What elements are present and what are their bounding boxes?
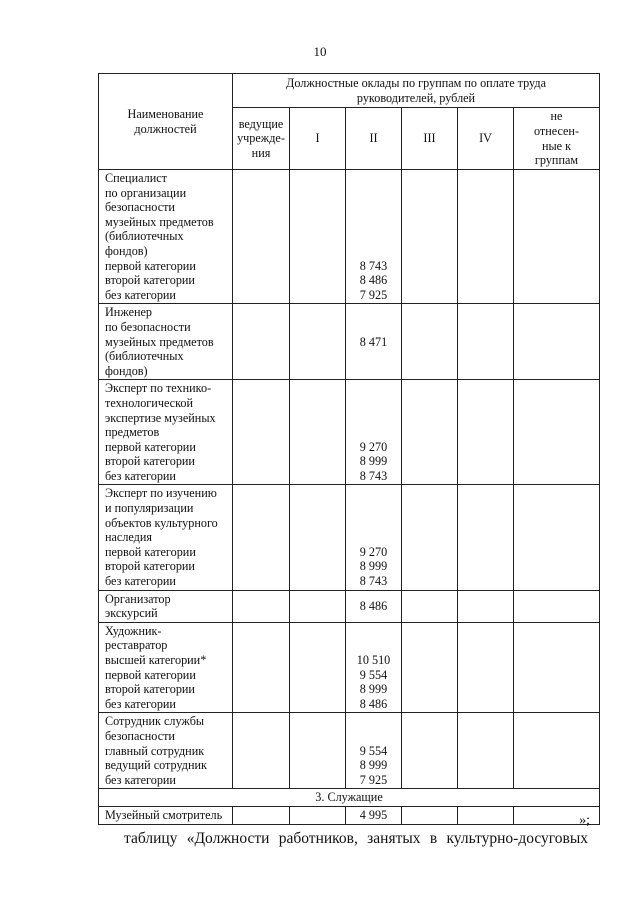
header-col-group-3: III bbox=[402, 108, 458, 170]
position-name-cell: Эксперт по изучению и популяризации объектов культурного наследия первой категории второй категории без категории bbox=[99, 485, 233, 590]
salary-value-cell: 8 743 8 486 7 925 bbox=[346, 170, 402, 304]
position-name-cell: Музейный смотритель bbox=[99, 806, 233, 824]
position-name-cell: Инженер по безопасности музейных предметов (библиотечных фондов) bbox=[99, 304, 233, 380]
salary-value-cell: 8 486 bbox=[346, 590, 402, 622]
closing-quote: »; bbox=[579, 813, 590, 828]
section-row bbox=[99, 789, 600, 807]
section-heading: 3. Служащие bbox=[99, 789, 600, 807]
table-row bbox=[99, 713, 600, 789]
position-name-cell: Художник- реставратор высшей категории* первой категории второй категории без категории bbox=[99, 622, 233, 713]
position-name-cell: Организатор экскурсий bbox=[99, 590, 233, 622]
salary-value-cell: 9 270 8 999 8 743 bbox=[346, 485, 402, 590]
header-col-unassigned: не отнесен- ные к группам bbox=[514, 108, 600, 170]
header-col-leading: ведущие учрежде- ния bbox=[233, 108, 290, 170]
salary-table bbox=[98, 73, 600, 825]
position-name-cell: Специалист по организации безопасности музейных предметов (библиотечных фондов) первой категории второй категории без категории bbox=[99, 170, 233, 304]
table-header-row-1 bbox=[99, 74, 600, 108]
table-row bbox=[99, 806, 600, 824]
header-salary-groups: Должностные оклады по группам по оплате труда руководителей, рублей bbox=[233, 74, 600, 108]
header-position-name: Наименование должностей bbox=[99, 74, 233, 170]
header-col-group-1: I bbox=[290, 108, 346, 170]
salary-value-cell: 10 510 9 554 8 999 8 486 bbox=[346, 622, 402, 713]
table-row bbox=[99, 380, 600, 485]
position-name-cell: Эксперт по технико- технологической экспертизе музейных предметов первой категории второй категории без категории bbox=[99, 380, 233, 485]
position-name-cell: Сотрудник службы безопасности главный сотрудник ведущий сотрудник без категории bbox=[99, 713, 233, 789]
page-number: 10 bbox=[313, 44, 327, 59]
table-row bbox=[99, 590, 600, 622]
table-row bbox=[99, 170, 600, 304]
table-body bbox=[99, 170, 600, 825]
salary-value-cell: 4 995 bbox=[346, 806, 402, 824]
salary-value-cell: 8 471 bbox=[346, 304, 402, 380]
table-row bbox=[99, 304, 600, 380]
salary-value-cell: 9 554 8 999 7 925 bbox=[346, 713, 402, 789]
header-col-group-2: II bbox=[346, 108, 402, 170]
header-col-group-4: IV bbox=[458, 108, 514, 170]
body-text-line: таблицу «Должности работников, занятых в культурно-досуговых bbox=[124, 830, 588, 847]
table-row bbox=[99, 622, 600, 713]
table-row bbox=[99, 485, 600, 590]
salary-value-cell: 9 270 8 999 8 743 bbox=[346, 380, 402, 485]
